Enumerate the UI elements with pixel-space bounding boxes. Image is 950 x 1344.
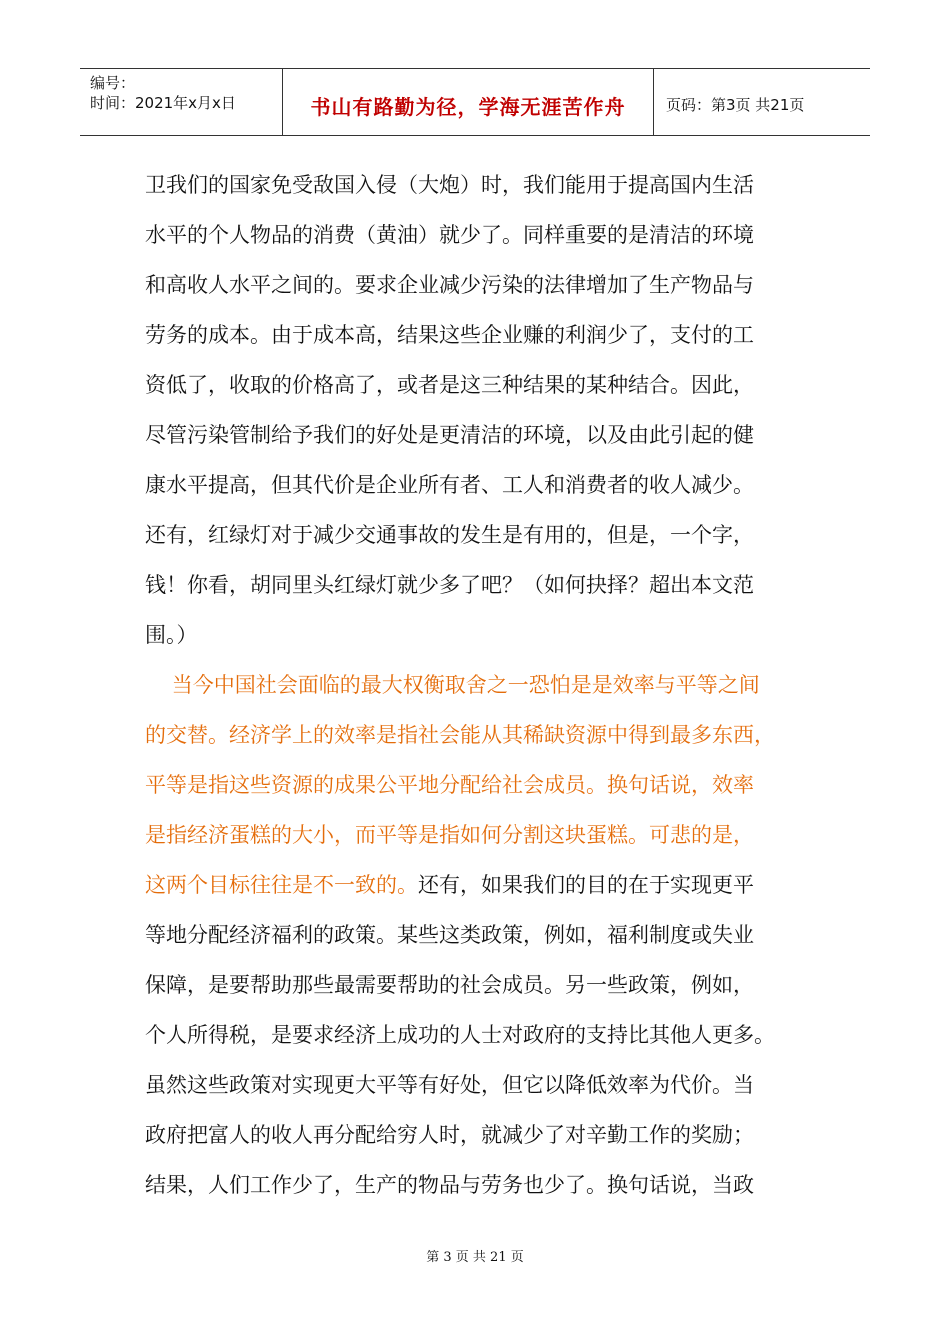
page-footer (0, 1246, 950, 1265)
text-line (145, 910, 835, 960)
body-text: 钱！你看，胡同里头红绿灯就少多了吧？（如何抉择？超出本文范 (145, 573, 754, 597)
body-text: 劳务的成本。由于成本高，结果这些企业赚的利润少了，支付的工 (145, 323, 754, 347)
body-text: 虽然这些政策对实现更大平等有好处，但它以降低效率为代价。当 (145, 1073, 754, 1097)
body-text: 水平的个人物品的消费（黄油）就少了。同样重要的是清洁的环境 (145, 223, 754, 247)
text-line (145, 960, 835, 1010)
body-text: 个人所得税，是要求经济上成功的人士对政府的支持比其他人更多。 (145, 1023, 775, 1047)
header-meta (80, 69, 282, 135)
text-line (145, 460, 835, 510)
number-label: 编号： (90, 74, 136, 92)
highlighted-text: 是指经济蛋糕的大小，而平等是指如何分割这块蛋糕。可悲的是， (145, 823, 754, 847)
text-line (145, 1160, 835, 1210)
text-line (145, 860, 835, 910)
text-line (145, 660, 835, 710)
text-line (145, 760, 835, 810)
text-line (145, 1010, 835, 1060)
body-text: 资低了，收取的价格高了，或者是这三种结果的某种结合。因此， (145, 373, 754, 397)
body-text: 保障，是要帮助那些最需要帮助的社会成员。另一些政策，例如， (145, 973, 754, 997)
body-text: 围。） (145, 623, 198, 647)
highlighted-text: 当今中国社会面临的最大权衡取舍之一恐怕是是效率与平等之间 (145, 673, 760, 697)
text-line (145, 160, 835, 210)
body-text: 和高收人水平之间的。要求企业减少污染的法律增加了生产物品与 (145, 273, 754, 297)
text-line (145, 560, 835, 610)
text-line (145, 310, 835, 360)
body-text: 卫我们的国家免受敌国入侵（大炮）时，我们能用于提高国内生活 (145, 173, 754, 197)
body-text: 尽管污染管制给予我们的好处是更清洁的环境，以及由此引起的健 (145, 423, 754, 447)
header-page-info (654, 69, 870, 135)
page-header (80, 68, 870, 136)
body-text: 还有，如果我们的目的在于实现更平 (418, 873, 754, 897)
footer-page-number: 第 3 页 共 21 页 (426, 1250, 524, 1265)
text-line (145, 410, 835, 460)
text-line (145, 710, 835, 760)
text-line (145, 1110, 835, 1160)
body-text: 政府把富人的收人再分配给穷人时，就减少了对辛勤工作的奖励； (145, 1123, 754, 1147)
page-info-text: 页码：第3页 共21页 (666, 95, 805, 114)
text-line (145, 360, 835, 410)
text-line (145, 210, 835, 260)
text-line (145, 1060, 835, 1110)
date-label: 时间：2021年x月x日 (90, 94, 236, 112)
body-text: 还有，红绿灯对于减少交通事故的发生是有用的，但是，一个字， (145, 523, 754, 547)
body-text: 结果，人们工作少了，生产的物品与劳务也少了。换句话说，当政 (145, 1173, 754, 1197)
header-motto (282, 69, 654, 135)
text-line (145, 610, 835, 660)
highlighted-text: 这两个目标往往是不一致的。 (145, 873, 418, 897)
body-text: 等地分配经济福利的政策。某些这类政策，例如，福利制度或失业 (145, 923, 754, 947)
text-line (145, 260, 835, 310)
text-line (145, 810, 835, 860)
text-line (145, 510, 835, 560)
body-text: 康水平提高，但其代价是企业所有者、工人和消费者的收人减少。 (145, 473, 754, 497)
highlighted-text: 的交替。经济学上的效率是指社会能从其稀缺资源中得到最多东西， (145, 723, 775, 747)
document-body (145, 160, 835, 1210)
highlighted-text: 平等是指这些资源的成果公平地分配给社会成员。换句话说，效率 (145, 773, 754, 797)
motto-text: 书山有路勤为径，学海无涯苦作舟 (310, 94, 626, 119)
